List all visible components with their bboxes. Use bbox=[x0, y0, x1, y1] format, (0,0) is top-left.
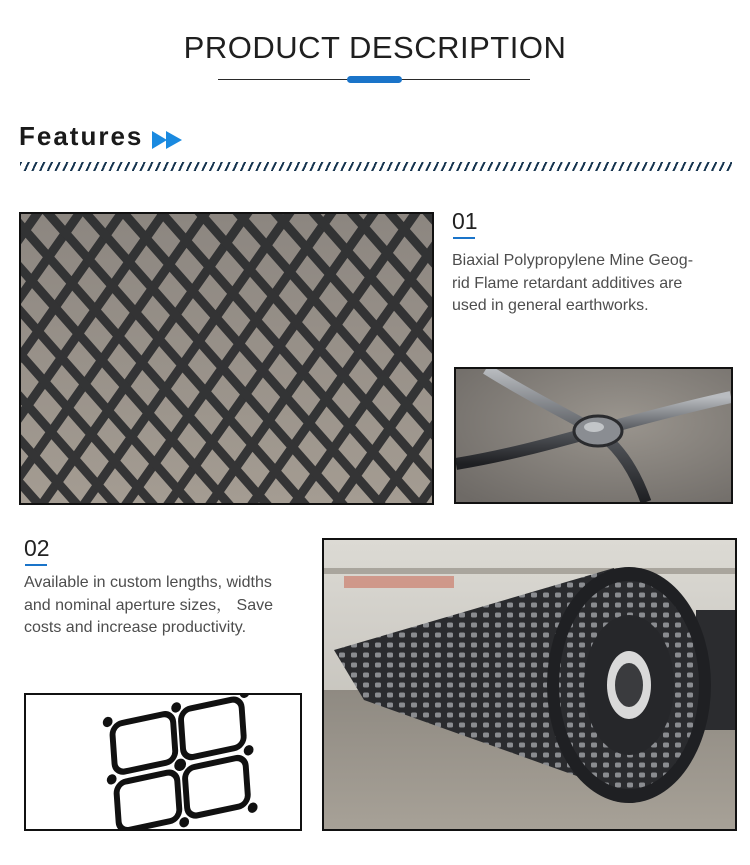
geogrid-laid-on-ground-photo bbox=[19, 212, 434, 505]
description-line: and nominal aperture sizes， Save bbox=[24, 596, 274, 614]
description-line: costs and increase productivity. bbox=[24, 619, 247, 636]
description-line: rid Flame retardant additives are bbox=[452, 274, 683, 292]
description-line: Available in custom lengths, widths bbox=[24, 574, 272, 591]
feature-description-02 bbox=[24, 572, 314, 640]
page-title: PRODUCT DESCRIPTION bbox=[183, 30, 567, 65]
feature-number-01: 01 bbox=[452, 208, 478, 234]
geogrid-roll-in-warehouse-photo bbox=[322, 538, 737, 831]
feature-number-underline bbox=[453, 237, 475, 239]
title-accent-bar bbox=[347, 76, 402, 83]
feature-description-01 bbox=[452, 250, 737, 318]
feature-number-02: 02 bbox=[24, 535, 50, 561]
feature-number-underline bbox=[25, 564, 47, 566]
description-line: used in general earthworks. bbox=[452, 297, 649, 314]
description-line: Biaxial Polypropylene Mine Geog- bbox=[452, 252, 694, 269]
features-heading: Features bbox=[19, 121, 144, 151]
double-chevron-right-icon bbox=[152, 130, 186, 150]
geogrid-sample-piece-photo bbox=[24, 693, 302, 831]
geogrid-junction-closeup-photo bbox=[454, 367, 733, 504]
section-hatch-divider bbox=[20, 162, 732, 171]
